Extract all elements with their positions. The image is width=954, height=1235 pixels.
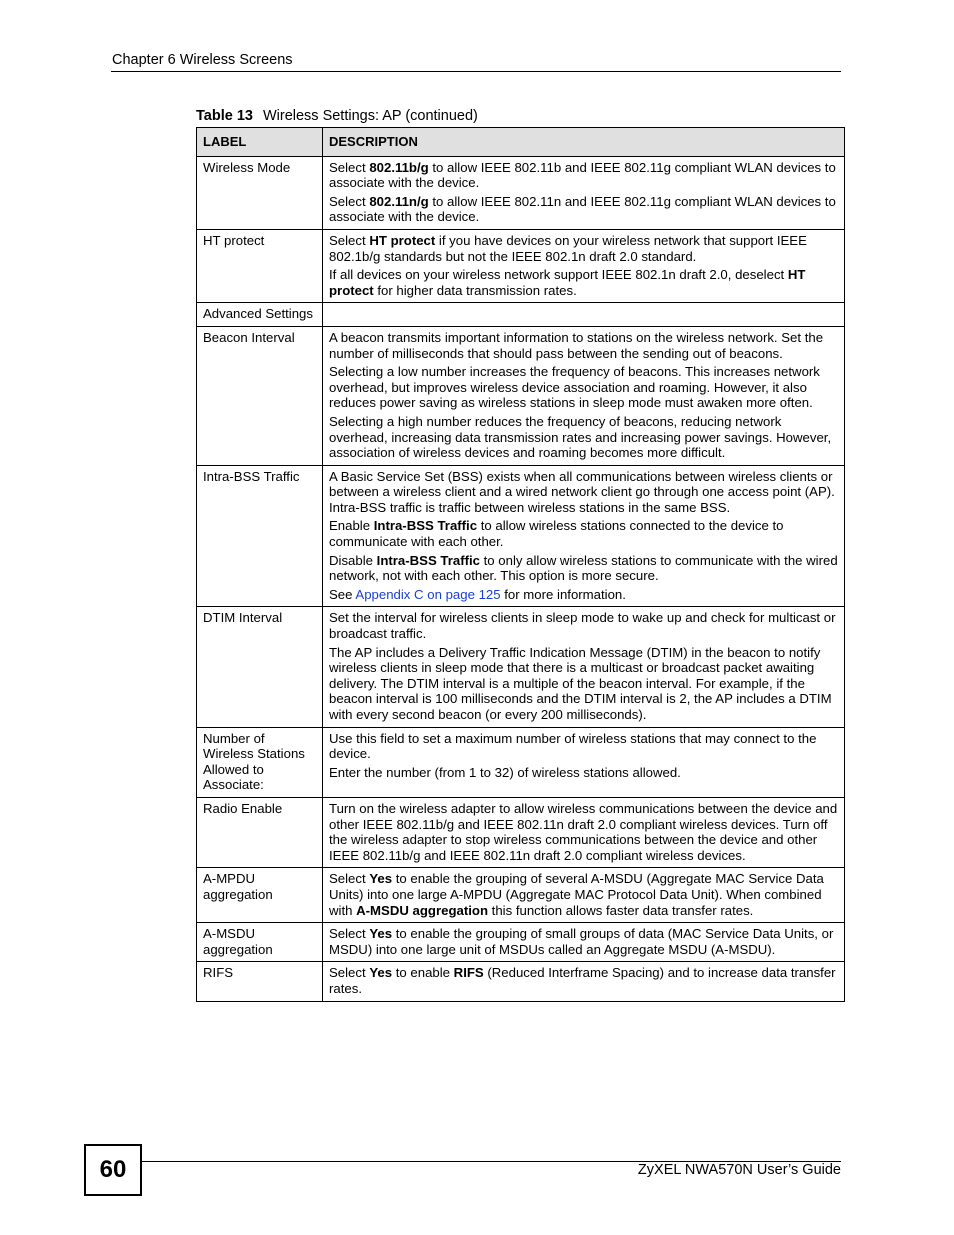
text-run: for higher data transmission rates. xyxy=(373,282,577,298)
table-caption-title: Wireless Settings: AP (continued) xyxy=(262,108,478,124)
row-description xyxy=(323,607,845,727)
description-paragraph xyxy=(329,267,838,298)
description-paragraph xyxy=(329,233,838,264)
table-row xyxy=(197,229,845,302)
table-header-row xyxy=(197,128,845,157)
row-label: RIFS xyxy=(197,962,323,1001)
row-description xyxy=(323,868,845,923)
text-run: to allow IEEE 802.11b and IEEE 802.11g compliant WLAN devices to associate with the device. xyxy=(329,159,836,191)
text-run: A Basic Service Set (BSS) exists when all communications between wireless clients or between a wireless client and a wired network client go through one access point (AP). Intra-BSS traffic is traffic between wireless stations in the same BSS. xyxy=(329,468,835,515)
description-paragraph xyxy=(329,587,838,603)
row-description xyxy=(323,797,845,867)
text-run: to enable xyxy=(392,965,454,981)
bold-term: Intra-BSS Traffic xyxy=(376,552,480,568)
text-run: (Reduced Interframe Spacing) and to increase data transfer rates. xyxy=(329,965,836,996)
text-run: Select xyxy=(329,965,370,981)
text-run: Use this field to set a maximum number of wireless stations that may connect to the device. xyxy=(329,730,817,762)
table-row xyxy=(197,156,845,229)
description-paragraph xyxy=(329,801,838,863)
description-paragraph xyxy=(329,731,838,762)
table-row xyxy=(197,797,845,867)
text-run: Select xyxy=(329,232,370,248)
text-run: Select xyxy=(329,871,370,887)
text-run: if you have devices on your wireless network that support IEEE 802.1b/g standards but not the IEEE 802.1n draft 2.0 standard. xyxy=(329,232,807,264)
page-number: 60 xyxy=(84,1144,142,1196)
table-caption xyxy=(196,108,478,124)
table-row xyxy=(197,868,845,923)
table-row xyxy=(197,465,845,607)
text-run: Select xyxy=(329,193,370,209)
description-paragraph xyxy=(329,414,838,461)
text-run: for more information. xyxy=(500,586,626,602)
text-run: A beacon transmits important information to stations on the wireless network. Set the number of milliseconds that should pass between the sending out of beacons. xyxy=(329,329,824,361)
column-header-label: LABEL xyxy=(197,128,323,157)
description-paragraph xyxy=(329,518,838,549)
description-paragraph xyxy=(329,645,838,723)
bold-term: Yes xyxy=(369,965,393,981)
text-run: to enable the grouping of several A-MSDU (Aggregate MAC Service Data Units) into one large A-MPDU (Aggregate MAC Protocol Data Unit). When combined with xyxy=(329,871,824,918)
row-description xyxy=(323,326,845,465)
text-run: Selecting a low number increases the frequency of beacons. This increases network overhead, but improves wireless device association and roaming. However, it also reduces power saving as wireless stations in sleep mode must awaken more often. xyxy=(329,364,820,411)
text-run: Selecting a high number reduces the frequency of beacons, reducing network overhead, increasing data transmission rates and increasing power savings. However, association of wireless devices and roaming becomes more difficult. xyxy=(329,413,832,461)
row-label: Advanced Settings xyxy=(197,303,323,327)
text-run: Enter the number (from 1 to 32) of wireless stations allowed. xyxy=(329,764,681,780)
row-label: HT protect xyxy=(197,229,323,302)
table-row xyxy=(197,962,845,1001)
row-label: Wireless Mode xyxy=(197,156,323,229)
text-run: to allow IEEE 802.11n and IEEE 802.11g compliant WLAN devices to associate with the device. xyxy=(329,193,836,225)
chapter-header: Chapter 6 Wireless Screens xyxy=(112,52,293,68)
description-paragraph xyxy=(329,610,838,641)
description-paragraph xyxy=(329,926,838,957)
description-paragraph xyxy=(329,194,838,225)
description-paragraph xyxy=(329,965,838,996)
description-paragraph xyxy=(329,765,838,781)
bold-term: HT protect xyxy=(369,232,436,248)
row-description xyxy=(323,229,845,302)
text-run: The AP includes a Delivery Traffic Indication Message (DTIM) in the beacon to notify wireless clients in sleep mode that there is a multicast or broadcast packet awaiting delivery. The DTIM interval is a multiple of the beacon interval. For example, if the beacon interval is 100 milliseconds and the DTIM interval is 2, the AP includes a DTIM with every second beacon (or every 200 milliseconds). xyxy=(329,644,832,722)
wireless-settings-table xyxy=(196,127,845,1002)
bold-term: 802.11b/g xyxy=(369,159,429,175)
row-label: Number of Wireless Stations Allowed to Associate: xyxy=(197,727,323,797)
text-run: If all devices on your wireless network support IEEE 802.1n draft 2.0, deselect xyxy=(329,267,788,283)
table-caption-number: Table 13 xyxy=(196,108,253,124)
text-run: Select xyxy=(329,926,370,942)
bold-term: HT protect xyxy=(329,267,806,298)
table-row xyxy=(197,303,845,327)
row-label: Intra-BSS Traffic xyxy=(197,465,323,607)
text-run: Turn on the wireless adapter to allow wireless communications between the device and other IEEE 802.11b/g and IEEE 802.11n draft 2.0 compliant wireless devices. Turn off the wireless adapter to stop wireless communications between the device and other IEEE 802.11b/g and IEEE 802.11n draft 2.0 compliant wireless devices. xyxy=(329,800,838,863)
text-run: to enable the grouping of small groups of data (MAC Service Data Units, or MSDU) into one large unit of MSDUs called an Aggregate MSDU (A-MSDU). xyxy=(329,926,834,957)
row-description xyxy=(323,962,845,1001)
table-row xyxy=(197,727,845,797)
description-paragraph xyxy=(329,553,838,584)
row-label: Radio Enable xyxy=(197,797,323,867)
text-run: Disable xyxy=(329,552,377,568)
description-paragraph xyxy=(329,330,838,361)
description-paragraph xyxy=(329,871,838,918)
bold-term: Yes xyxy=(369,871,393,887)
guide-title: ZyXEL NWA570N User’s Guide xyxy=(637,1162,841,1178)
header-rule xyxy=(111,71,841,72)
text-run: this function allows faster data transfer rates. xyxy=(488,902,754,918)
row-description xyxy=(323,727,845,797)
bold-term: A-MSDU aggregation xyxy=(356,902,488,918)
bold-term: 802.11n/g xyxy=(369,193,429,209)
column-header-description: DESCRIPTION xyxy=(323,128,845,157)
row-label: DTIM Interval xyxy=(197,607,323,727)
row-label: Beacon Interval xyxy=(197,326,323,465)
bold-term: Intra-BSS Traffic xyxy=(373,518,478,534)
text-run: to only allow wireless stations to communicate with the wired network, not with each other. This option is more secure. xyxy=(329,552,838,584)
row-description xyxy=(323,923,845,962)
description-paragraph xyxy=(329,160,838,191)
table-row xyxy=(197,326,845,465)
row-label: A-MSDU aggregation xyxy=(197,923,323,962)
text-run: Set the interval for wireless clients in sleep mode to wake up and check for multicast or broadcast traffic. xyxy=(329,610,836,642)
cross-reference-link[interactable]: Appendix C on page 125 xyxy=(355,586,501,602)
description-paragraph xyxy=(329,364,838,411)
row-label: A-MPDU aggregation xyxy=(197,868,323,923)
row-description xyxy=(323,303,845,327)
row-description xyxy=(323,156,845,229)
row-description xyxy=(323,465,845,607)
table-row xyxy=(197,607,845,727)
text-run: See xyxy=(329,586,356,602)
text-run: to allow wireless stations connected to the device to communicate with each other. xyxy=(329,518,784,550)
text-run: Select xyxy=(329,159,370,175)
bold-term: RIFS xyxy=(453,965,484,981)
bold-term: Yes xyxy=(369,926,393,942)
table-body xyxy=(197,156,845,1001)
description-paragraph xyxy=(329,469,838,516)
text-run: Enable xyxy=(329,518,374,534)
table-row xyxy=(197,923,845,962)
